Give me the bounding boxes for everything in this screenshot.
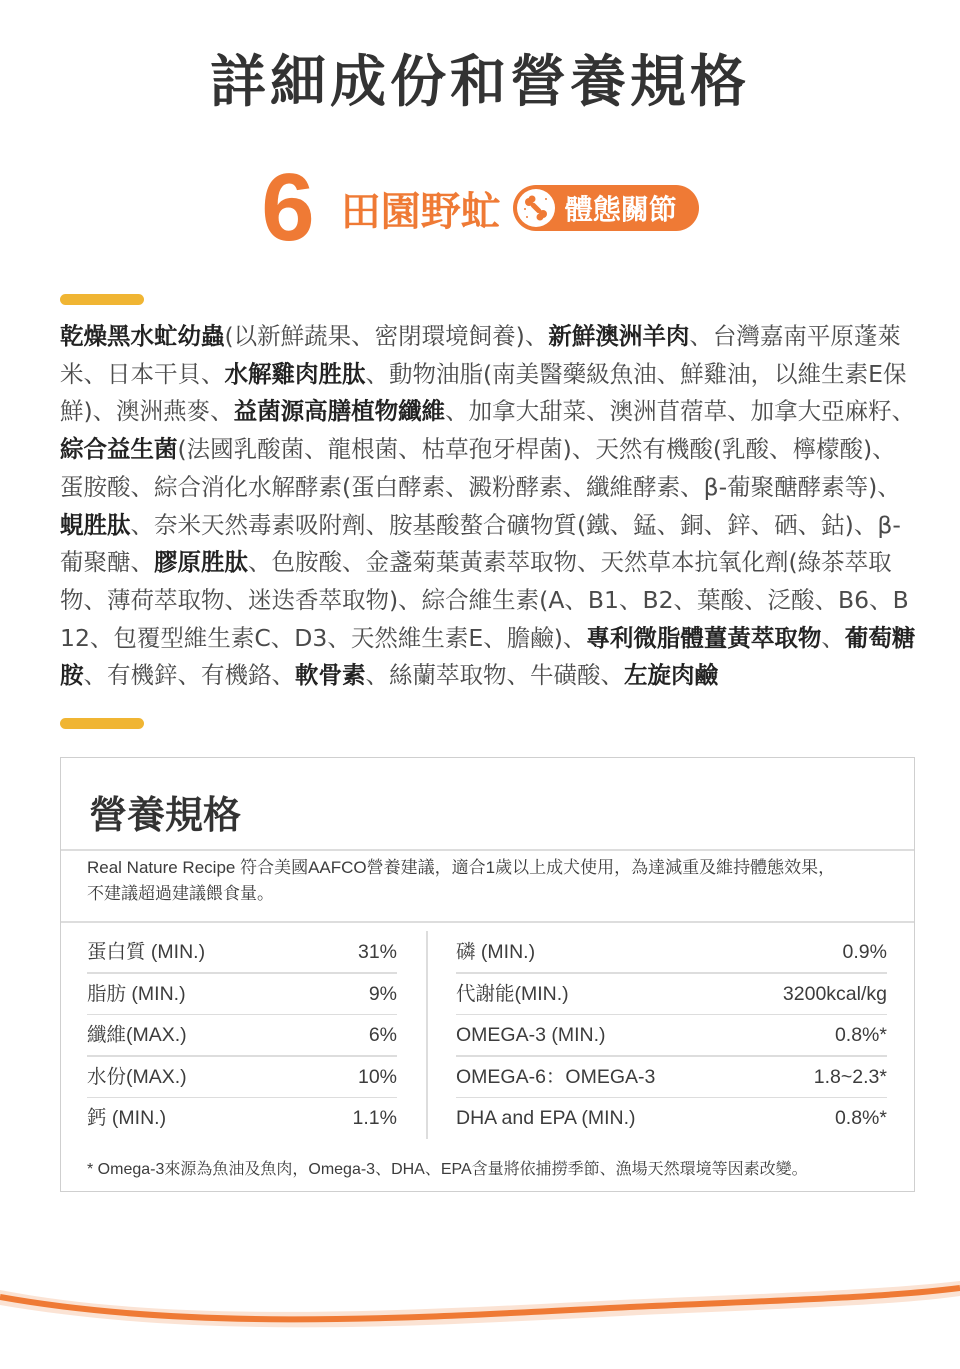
nutrient-label: 代謝能(MIN.) bbox=[456, 982, 569, 1005]
divider bbox=[61, 921, 914, 923]
nutrient-value: 0.8%* bbox=[834, 1107, 887, 1129]
nutrient-label: 磷 (MIN.) bbox=[456, 941, 536, 963]
nutrition-note-line: 不建議超過建議餵食量。 bbox=[87, 884, 274, 903]
nutrient-label: 蛋白質 (MIN.) bbox=[87, 941, 206, 963]
product-number: 6 bbox=[261, 154, 315, 261]
nutrient-label: DHA and EPA (MIN.) bbox=[456, 1107, 636, 1129]
ingredient-highlight: 乾燥黑水虻幼蟲 bbox=[60, 322, 225, 350]
nutrient-value: 6% bbox=[368, 1024, 397, 1046]
ingredient-text: 、色胺酸、金盞菊葉黃素萃取物、天然草本抗氧化劑(綠茶萃取物、薄荷萃取物、迷迭香萃取物)、綜合維生素(A、B1、B2、葉酸、泛酸、B6、B12、包覆型維生素C、D3、天然維生素E、膽鹼)、 bbox=[60, 548, 909, 652]
ingredient-highlight: 膠原胜肽 bbox=[154, 548, 248, 577]
nutrition-row bbox=[61, 973, 914, 1015]
ingredient-highlight: 蜆胜肽 bbox=[60, 510, 131, 539]
ingredient-highlight: 葡萄糖胺 bbox=[60, 623, 916, 690]
nutrient-value: 9% bbox=[368, 982, 397, 1005]
divider bbox=[61, 849, 914, 851]
ingredient-text: (法國乳酸菌、龍根菌、枯草孢牙桿菌)、天然有機酸(乳酸、檸檬酸)、蛋胺酸、綜合消化水解酵素(蛋白酵素、澱粉酵素、纖維酵素、β-葡聚醣酵素等)、 bbox=[60, 435, 901, 501]
footnote: * Omega-3來源為魚油及魚肉，Omega-3、DHA、EPA含量將依捕撈季節、漁場天然環境等因素改變。 bbox=[87, 1161, 808, 1178]
nutrient-value: 0.8%* bbox=[834, 1024, 887, 1046]
nutrition-row bbox=[61, 1097, 914, 1139]
ingredient-text: 、加拿大甜菜、澳洲苜蓿草、加拿大亞麻籽、 bbox=[445, 397, 916, 426]
page-title: 詳細成份和營養規格 bbox=[210, 50, 750, 115]
nutrient-label: 水份(MAX.) bbox=[87, 1065, 187, 1088]
column-divider bbox=[426, 931, 428, 973]
ingredient-highlight: 綜合益生菌 bbox=[60, 435, 178, 464]
column-divider bbox=[426, 973, 428, 1015]
nutrient-value: 3200kcal/kg bbox=[782, 982, 887, 1005]
column-divider bbox=[426, 1056, 428, 1098]
ingredient-text: 、台灣嘉南平原蓬萊米、日本干貝、 bbox=[60, 322, 901, 388]
ingredients-accent-bar bbox=[60, 294, 144, 305]
badge-label: 體態關節 bbox=[564, 193, 677, 226]
nutrient-value: 1.1% bbox=[352, 1107, 397, 1129]
nutrition-table bbox=[60, 757, 915, 1192]
nutrition-row bbox=[61, 1014, 914, 1056]
ingredient-text: (以新鮮蔬果、密閉環境飼養)、 bbox=[224, 322, 549, 350]
nutrition-note bbox=[87, 855, 887, 907]
nutrient-label: OMEGA-6：OMEGA-3 bbox=[456, 1065, 656, 1088]
nutrient-label: 脂肪 (MIN.) bbox=[87, 982, 186, 1005]
ingredient-highlight: 左旋肉鹼 bbox=[624, 661, 718, 690]
ingredient-highlight: 軟骨素 bbox=[295, 661, 366, 690]
nutrient-value: 1.8~2.3* bbox=[813, 1065, 887, 1088]
nutrition-title: 營養規格 bbox=[89, 793, 242, 837]
nutrition-row bbox=[61, 931, 914, 973]
ingredient-text: 、有機鋅、有機鉻、 bbox=[83, 661, 295, 690]
nutrient-value: 31% bbox=[357, 941, 397, 963]
nutrition-note-line: Real Nature Recipe 符合美國AAFCO營養建議，適合1歲以上成犬使用，為達減重及維持體態效果， bbox=[87, 858, 836, 877]
ingredient-text: 、奈米天然毒素吸附劑、胺基酸螯合礦物質(鐵、錳、銅、鋅、硒、鈷)、β-葡聚醣、 bbox=[60, 510, 901, 577]
ingredient-highlight: 專利微脂體薑黃萃取物 bbox=[586, 623, 822, 652]
nutrient-label: OMEGA-3 (MIN.) bbox=[456, 1024, 606, 1046]
joint-icon bbox=[517, 189, 555, 227]
nutrient-value: 10% bbox=[357, 1065, 397, 1088]
column-divider bbox=[426, 1097, 428, 1139]
ingredient-highlight: 益菌源高膳植物纖維 bbox=[233, 397, 446, 426]
nutrition-accent-bar bbox=[60, 718, 144, 729]
function-badge bbox=[513, 185, 699, 231]
ingredient-text: 、 bbox=[821, 623, 845, 652]
ingredient-text: 、動物油脂(南美醫藥級魚油、鮮雞油，以維生素E保鮮)、澳洲燕麥、 bbox=[60, 359, 907, 426]
ingredient-highlight: 水解雞肉胜肽 bbox=[224, 359, 366, 388]
nutrition-row bbox=[61, 1056, 914, 1098]
ingredient-text: 、絲蘭萃取物、牛磺酸、 bbox=[365, 661, 624, 690]
nutrient-label: 纖維(MAX.) bbox=[87, 1024, 187, 1046]
column-divider bbox=[426, 1014, 428, 1056]
nutrient-value: 0.9% bbox=[842, 941, 887, 963]
product-header bbox=[0, 154, 960, 261]
decorative-wave bbox=[0, 1255, 960, 1369]
ingredients-text bbox=[60, 318, 918, 695]
nutrient-label: 鈣 (MIN.) bbox=[87, 1107, 167, 1129]
ingredient-highlight: 新鮮澳洲羊肉 bbox=[548, 322, 690, 350]
product-name: 田園野虻 bbox=[340, 188, 501, 235]
